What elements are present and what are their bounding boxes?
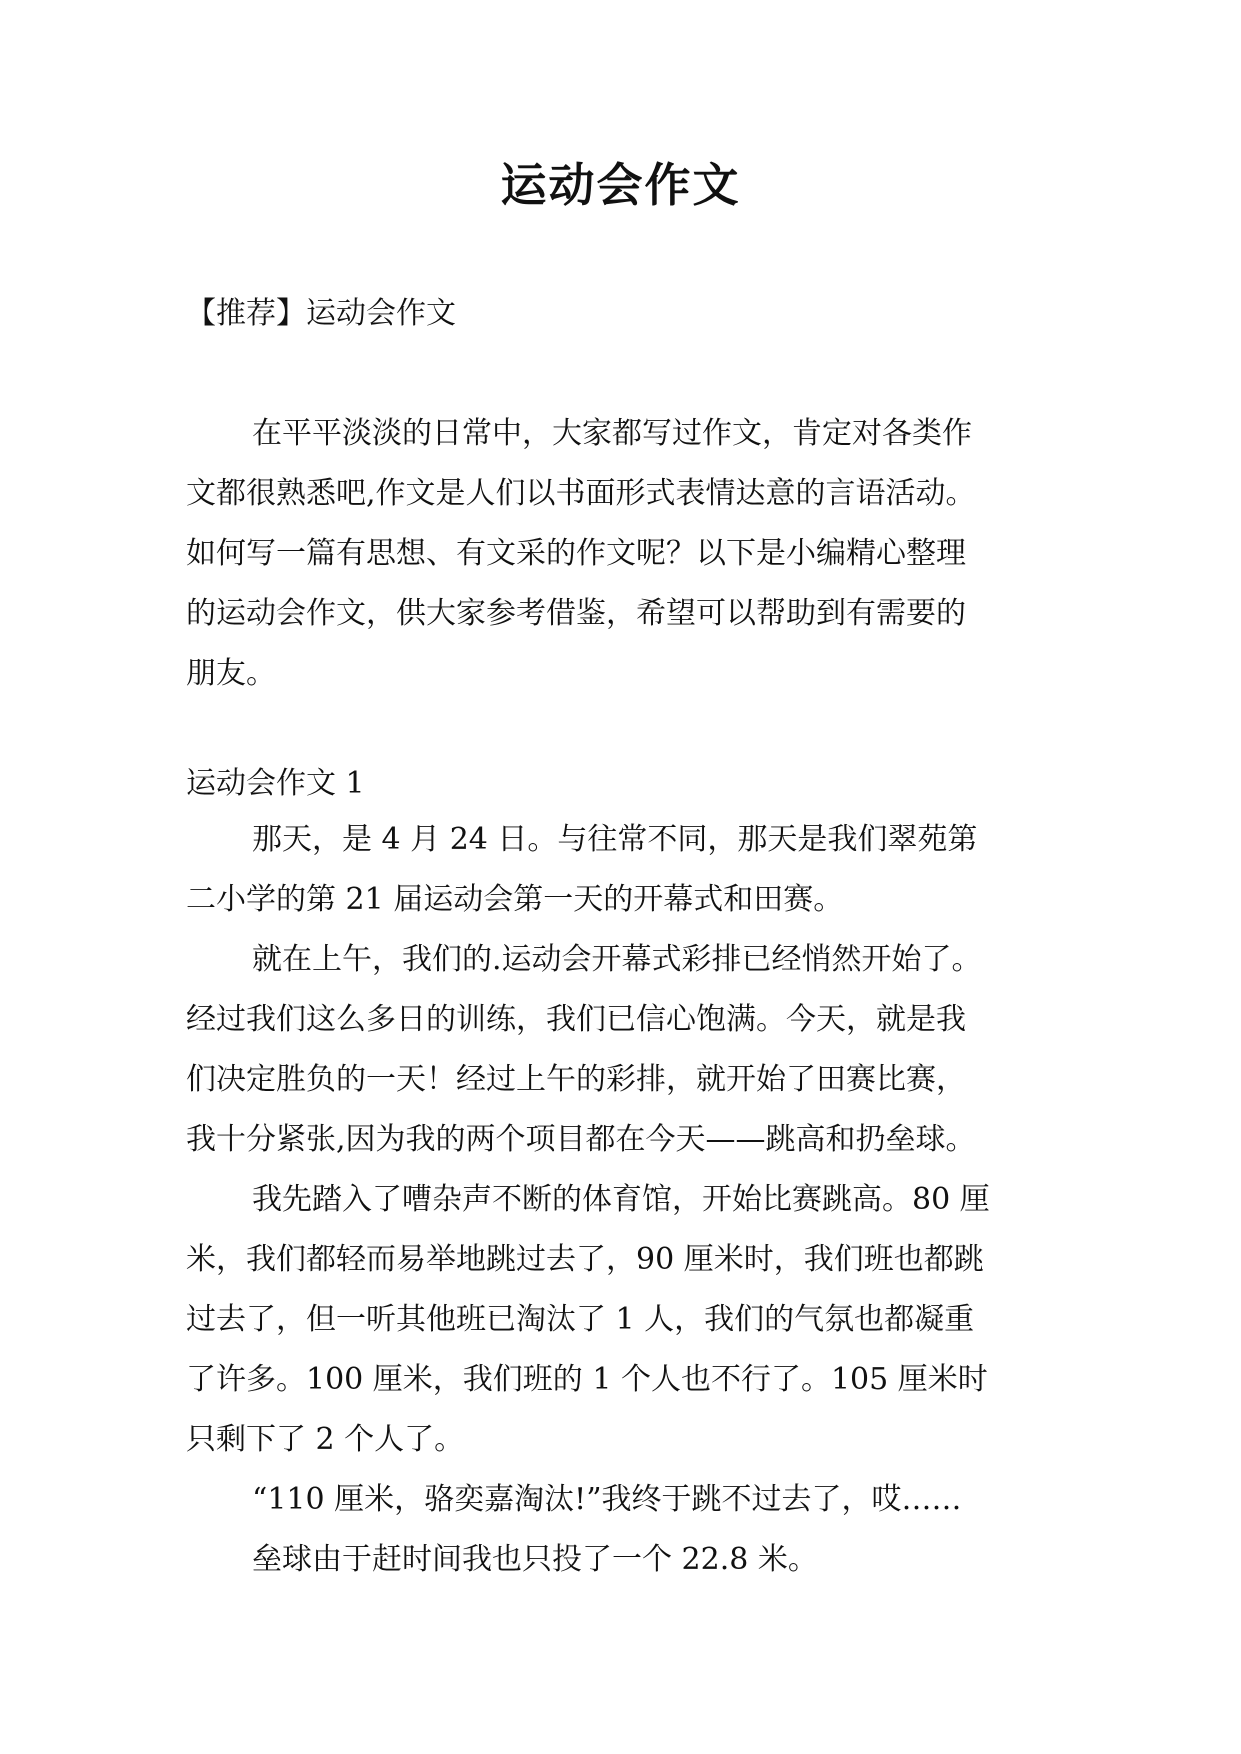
essay-line: 只剩下了 2 个人了。	[186, 1422, 465, 1457]
essay-line: 就在上午，我们的.运动会开幕式彩排已经悄然开始了。	[252, 942, 982, 977]
essay-line: 经过我们这么多日的训练，我们已信心饱满。今天，就是我	[186, 1002, 966, 1037]
recommend-tag-line: 【推荐】运动会作文	[186, 296, 456, 331]
essay-line: 米，我们都轻而易举地跳过去了，90 厘米时，我们班也都跳	[186, 1242, 984, 1277]
essay-line: “110 厘米，骆奕嘉淘汰!”我终于跳不过去了，哎……	[252, 1482, 962, 1517]
essay-line: 垒球由于赶时间我也只投了一个 22.8 米。	[252, 1542, 818, 1577]
intro-line: 的运动会作文，供大家参考借鉴，希望可以帮助到有需要的	[186, 596, 966, 631]
intro-line: 朋友。	[186, 656, 276, 691]
intro-paragraph	[186, 404, 1056, 704]
essay-line: 我十分紧张,因为我的两个项目都在今天——跳高和扔垒球。	[186, 1122, 976, 1157]
intro-line: 如何写一篇有思想、有文采的作文呢？以下是小编精心整理	[186, 536, 966, 571]
page-title: 运动会作文	[500, 158, 741, 212]
intro-line: 在平平淡淡的日常中，大家都写过作文，肯定对各类作	[252, 416, 972, 451]
essay-line: 们决定胜负的一天！经过上午的彩排，就开始了田赛比赛，	[186, 1062, 966, 1097]
essay-line: 过去了，但一听其他班已淘汰了 1 人，我们的气氛也都凝重	[186, 1302, 975, 1337]
essay-line: 二小学的第 21 届运动会第一天的开幕式和田赛。	[186, 882, 844, 917]
essay-line: 我先踏入了嘈杂声不断的体育馆，开始比赛跳高。80 厘	[252, 1182, 990, 1217]
essay-line: 了许多。100 厘米，我们班的 1 个人也不行了。105 厘米时	[186, 1362, 988, 1397]
intro-line: 文都很熟悉吧,作文是人们以书面形式表情达意的言语活动。	[186, 476, 976, 511]
section-heading: 运动会作文 1	[186, 766, 365, 801]
essay-body	[186, 810, 1056, 1590]
essay-line: 那天，是 4 月 24 日。与往常不同，那天是我们翠苑第	[252, 822, 978, 857]
